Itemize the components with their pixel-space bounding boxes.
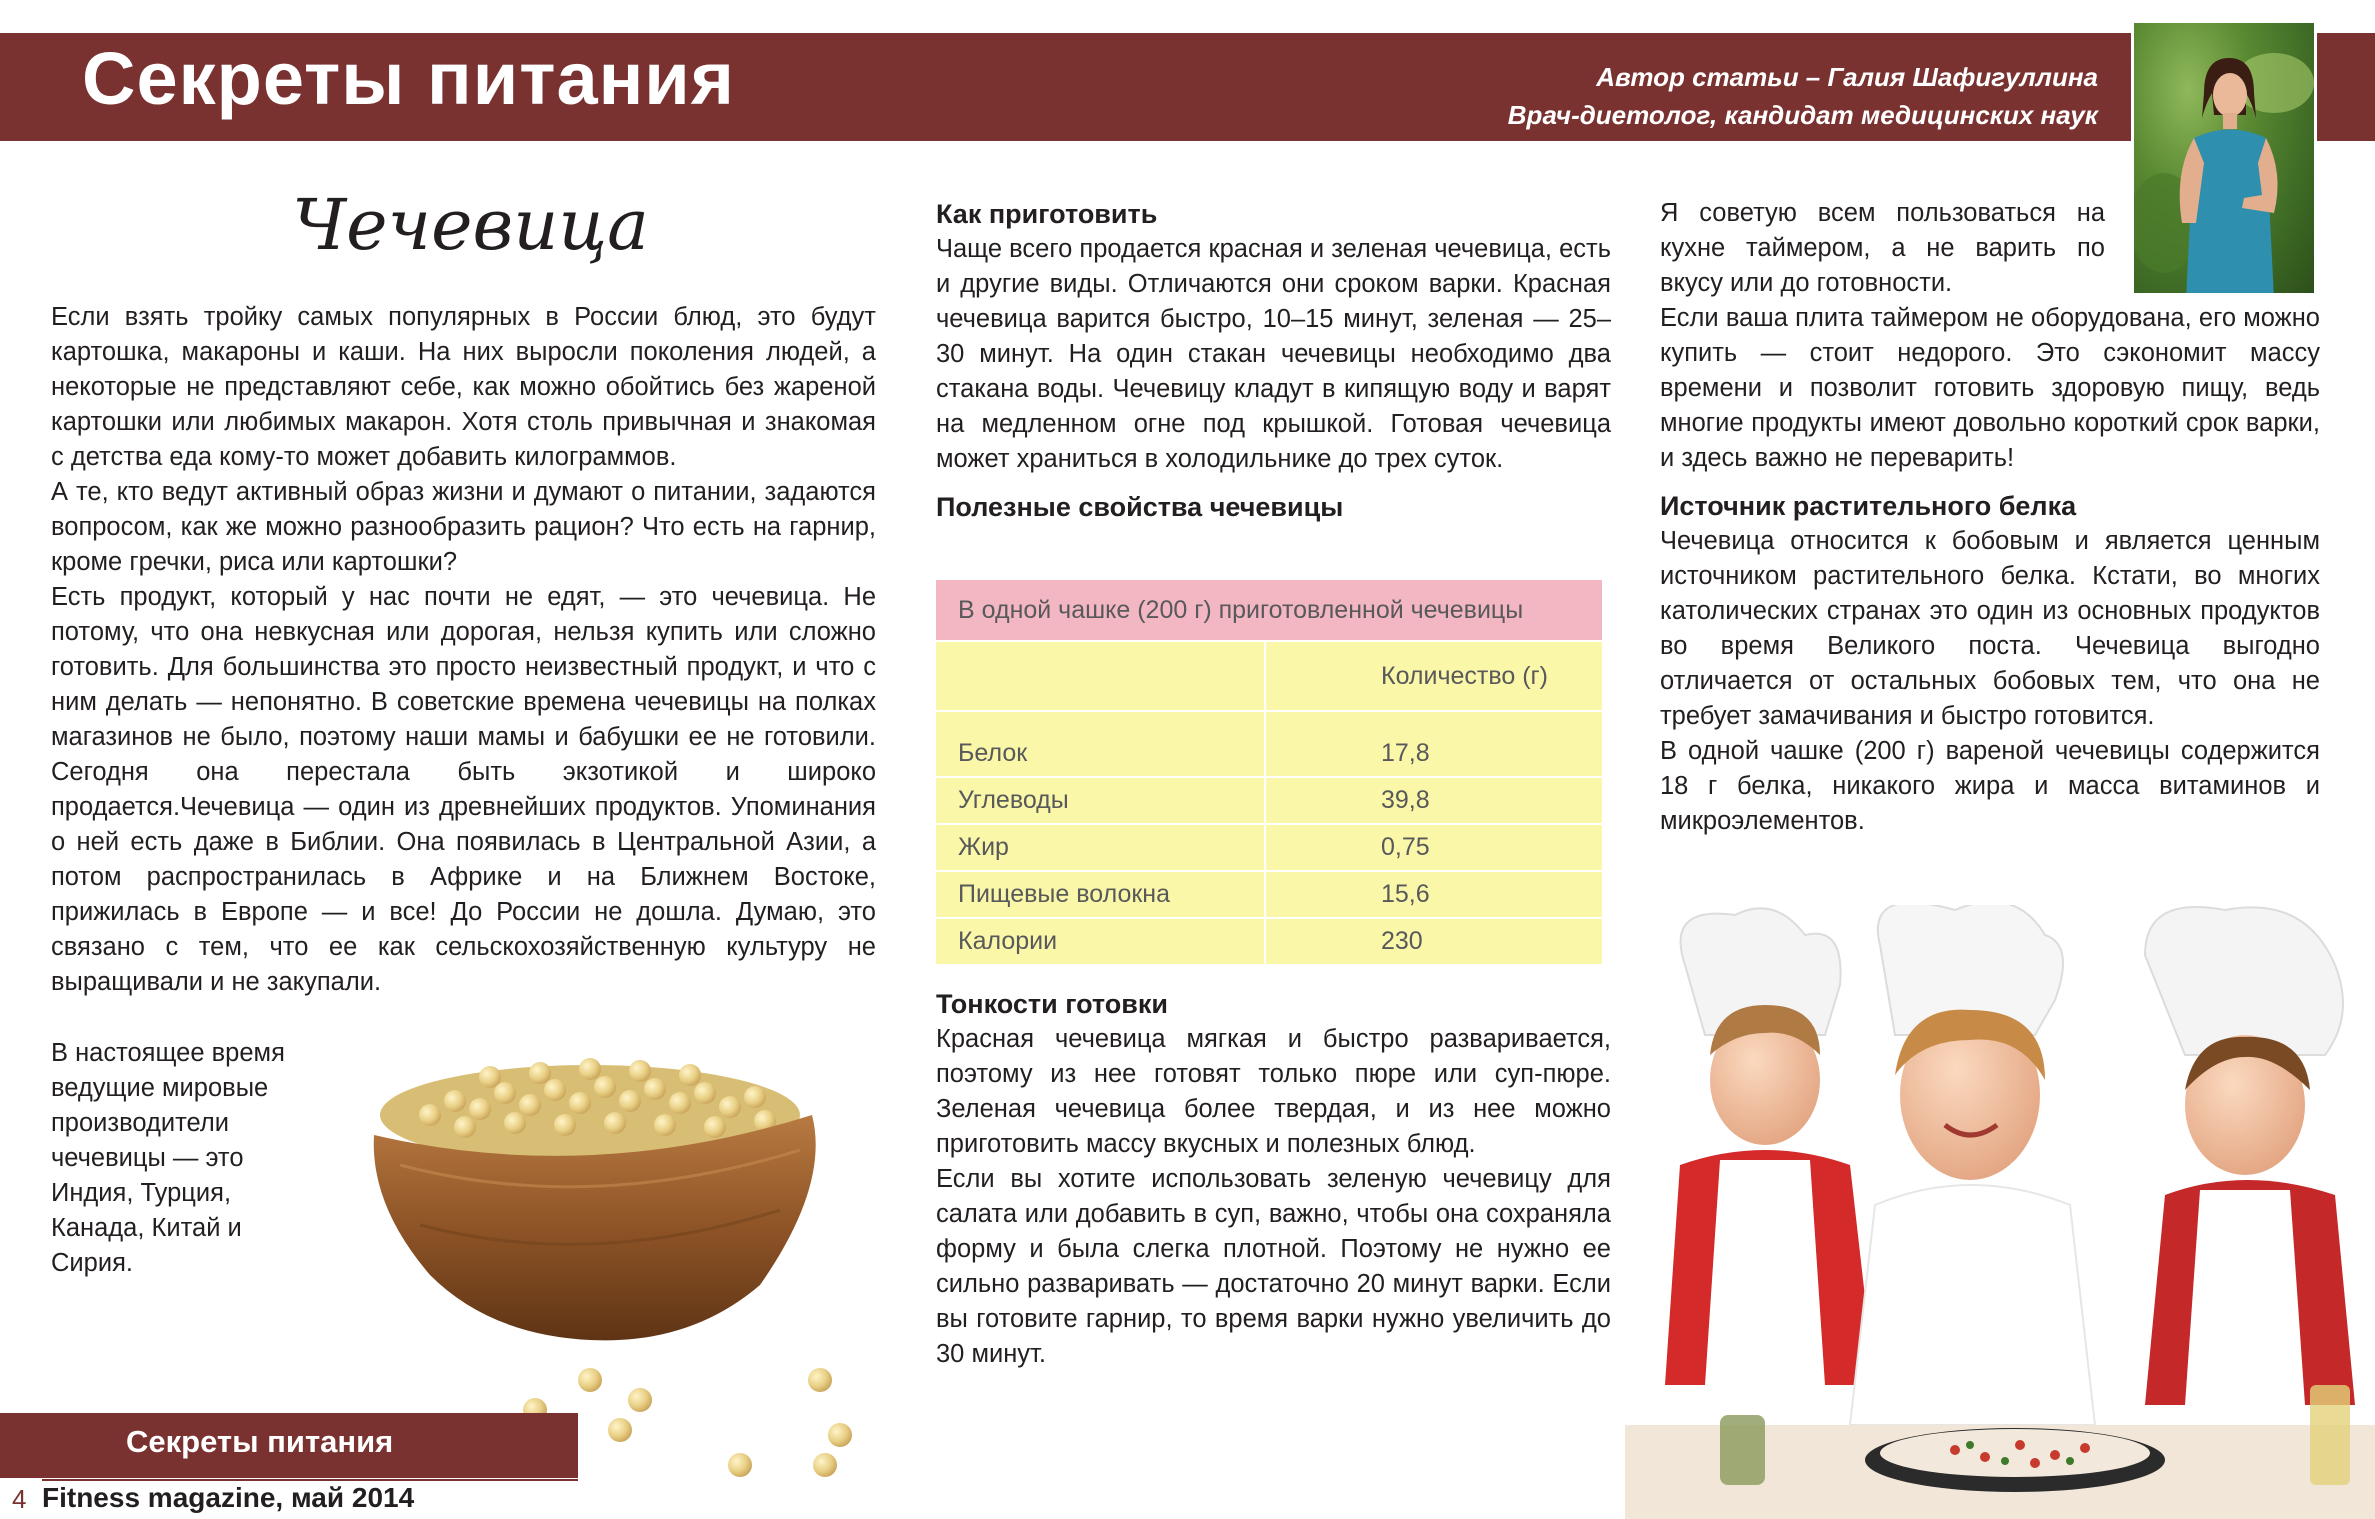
footer-rule [42, 1479, 578, 1481]
nutrient-value: 39,8 [1265, 777, 1603, 824]
author-credentials: Врач-диетолог, кандидат медицинских наук [1507, 100, 2098, 130]
intro-paragraph-1: Если взять тройку самых популярных в России блюд, это будут картошка, макароны и каши. На них выросли поколения людей, а некоторые не представляют себе, как можно обойтись без жареной картошки или любимых макарон. Хотя столь привычная и знакомая с детства еда кому-то может добавить килограммов. [51, 303, 876, 471]
table-row [935, 711, 1603, 777]
section-title: Секреты питания [82, 37, 735, 120]
author-credit [1508, 58, 2098, 134]
subtleties-paragraph-2: Если вы хотите использовать зеленую чечевицу для салата или добавить в суп, важно, чтобы она сохраняла форму и была слегка плотной. Поэтому не нужно ее сильно разваривать — достаточно 20 минут варки. Если вы готовите гарнир, то время варки нужно увеличить до 30 минут. [936, 1165, 1611, 1368]
protein-paragraph-2: В одной чашке (200 г) вареной чечевицы содержится 18 г белка, никакого жира и масса витаминов и микроэлементов. [1660, 737, 2320, 835]
timer-paragraph: Я советую всем пользоваться на кухне таймером, а не варить по вкусу или до готовности. [1660, 199, 2105, 297]
kids-cooking-image [1625, 905, 2375, 1519]
benefits-heading: Полезные свойства чечевицы [936, 492, 1344, 522]
how-to-cook-heading: Как приготовить [936, 199, 1158, 229]
table-row [935, 824, 1603, 871]
nutrient-value: 0,75 [1265, 824, 1603, 871]
nutrient-name: Углеводы [935, 777, 1265, 824]
nutrient-name: Пищевые волокна [935, 871, 1265, 918]
table-column-header: Количество (г) [1265, 641, 1603, 711]
column-3 [1660, 196, 2320, 839]
nutrient-name: Калории [935, 918, 1265, 965]
timer-purchase-paragraph: Если ваша плита таймером не оборудована, его можно купить — стоит недорого. Это сэкономит массу времени и позволит готовить здоровую пищу, ведь многие продукты имеют довольно короткий срок варки, и здесь важно не переварить! [1660, 304, 2320, 472]
table-header-empty [935, 641, 1265, 711]
nutrition-table [934, 578, 1604, 966]
how-to-cook-text: Чаще всего продается красная и зеленая чечевица, есть и другие виды. Отличаются они сроком варки. Красная чечевица варится быстро, 10–15 минут, зеленая — 25–30 минут. На один стакан чечевицы необходимо два стакана воды. Чечевицу кладут в кипящую воду и варят на медленном огне под крышкой. Готовая чечевица может храниться в холодильнике до трех суток. [936, 235, 1611, 473]
intro-paragraph-3: Есть продукт, который у нас почти не едят, — это чечевица. Не потому, что она невкусная или дорогая, нельзя купить или сложно готовить. Для большинства это просто неизвестный продукт, и что с ним делать — непонятно. В советские времена чечевицы на полках магазинов не было, поэтому наши мамы и бабушки ее не готовили. Сегодня она перестала быть экзотикой и широко продается.Чечевица — один из древнейших продуктов. Упоминания о ней есть даже в Библии. Она появилась в Центральной Азии, а потом распространилась в Африке и на Ближнем Востоке, прижилась в Европе — и все! До России не дошла. Думаю, это связано с тем, что ее как сельскохозяйственную культуру не выращивали и не закупали. [51, 583, 876, 996]
protein-heading: Источник растительного белка [1660, 491, 2077, 521]
subtleties-paragraph-1: Красная чечевица мягкая и быстро разваривается, поэтому из нее готовят только пюре или суп-пюре. Зеленая чечевица более твердая, и из нее можно приготовить массу вкусных и полезных блюд. [936, 1025, 1611, 1158]
table-row [935, 777, 1603, 824]
footer-section-label: Секреты питания [126, 1424, 394, 1459]
magazine-issue: Fitness magazine, май 2014 [42, 1482, 415, 1513]
table-caption: В одной чашке (200 г) приготовленной чечевицы [935, 579, 1603, 641]
nutrient-name: Жир [935, 824, 1265, 871]
column-2-lower [936, 986, 1611, 1372]
nutrient-name: Белок [935, 711, 1265, 777]
subtleties-heading: Тонкости готовки [936, 989, 1169, 1019]
author-name: Автор статьи – Галия Шафигуллина [1596, 62, 2098, 92]
article-title: Чечевица [292, 184, 649, 266]
table-row [935, 871, 1603, 918]
protein-paragraph-1: Чечевица относится к бобовым и является ценным источником растительного белка. Кстати, во многих католических странах это один из основных продуктов во время Великого поста. Чечевица выгодно отличается от остальных бобовых тем, что она не требует замачивания и быстро готовится. [1660, 527, 2320, 730]
column-1 [51, 300, 876, 1000]
page-number: 4 [12, 1484, 27, 1514]
intro-paragraph-2: А те, кто ведут активный образ жизни и думают о питании, задаются вопросом, как же можно разнообразить рацион? Что есть на гарнир, кроме гречки, риса или картошки? [51, 478, 876, 576]
column-2 [936, 196, 1611, 525]
nutrient-value: 17,8 [1265, 711, 1603, 777]
table-row [935, 918, 1603, 965]
producers-note: В настоящее время ведущие мировые производители чечевицы — это Индия, Турция, Канада, Китай и Сирия. [51, 1039, 285, 1277]
nutrient-value: 230 [1265, 918, 1603, 965]
nutrient-value: 15,6 [1265, 871, 1603, 918]
